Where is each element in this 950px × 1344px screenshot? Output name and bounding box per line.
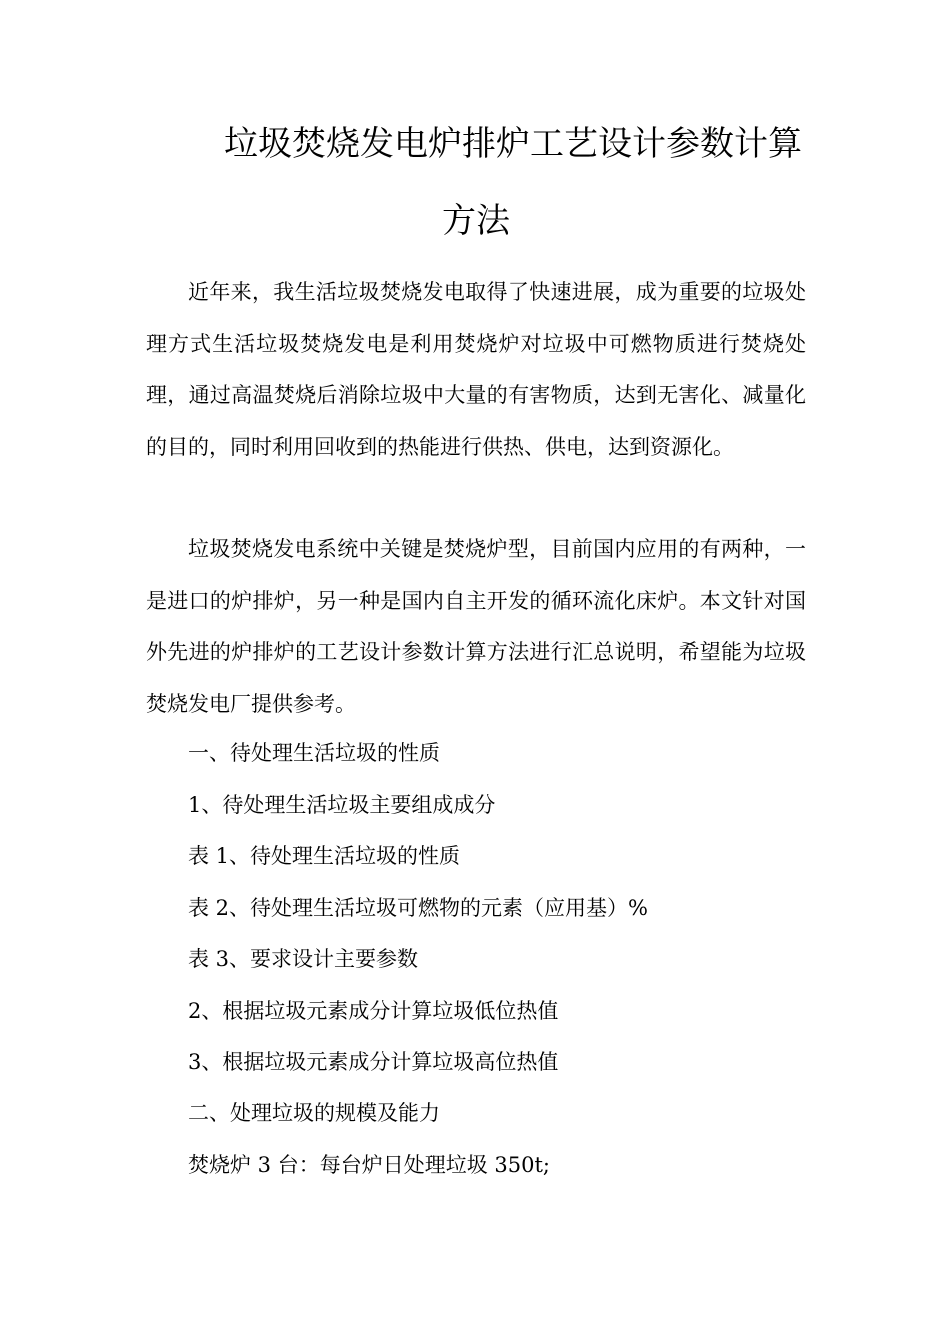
document-title-line-2 bbox=[146, 201, 806, 241]
document-title-line-1: 垃圾焚烧发电炉排炉工艺设计参数计算 bbox=[224, 124, 802, 164]
table-caption-3: 表 3、要求设计主要参数 bbox=[188, 947, 419, 971]
paragraph-furnace-types: 垃圾焚烧发电系统中关键是焚烧炉型，目前国内应用的有两种，一是进口的炉排炉，另一种是国内自主开发的循环流化床炉。本文针对国外先进的炉排炉的工艺设计参数计算方法进行汇总说明，希望能为垃圾焚烧发电厂提供参考。 bbox=[146, 537, 806, 716]
furnace-capacity-line: 焚烧炉 3 台：每台炉日处理垃圾 350t; bbox=[188, 1153, 550, 1177]
subsection-3: 3、根据垃圾元素成分计算垃圾高位热值 bbox=[188, 1050, 559, 1074]
section-heading-1: 一、待处理生活垃圾的性质 bbox=[188, 741, 440, 765]
document-title-line-2-text: 方法 bbox=[442, 201, 510, 241]
paragraph-intro: 近年来，我生活垃圾焚烧发电取得了快速进展，成为重要的垃圾处理方式生活垃圾焚烧发电是利用焚烧炉对垃圾中可燃物质进行焚烧处理，通过高温焚烧后消除垃圾中大量的有害物质，达到无害化、减量化的目的，同时利用回收到的热能进行供热、供电，达到资源化。 bbox=[146, 280, 806, 459]
subsection-2: 2、根据垃圾元素成分计算垃圾低位热值 bbox=[188, 999, 559, 1023]
table-caption-2: 表 2、待处理生活垃圾可燃物的元素（应用基）% bbox=[188, 896, 648, 920]
section-heading-2: 二、处理垃圾的规模及能力 bbox=[188, 1101, 440, 1125]
subsection-1: 1、待处理生活垃圾主要组成成分 bbox=[188, 793, 496, 817]
table-caption-1: 表 1、待处理生活垃圾的性质 bbox=[188, 844, 461, 868]
